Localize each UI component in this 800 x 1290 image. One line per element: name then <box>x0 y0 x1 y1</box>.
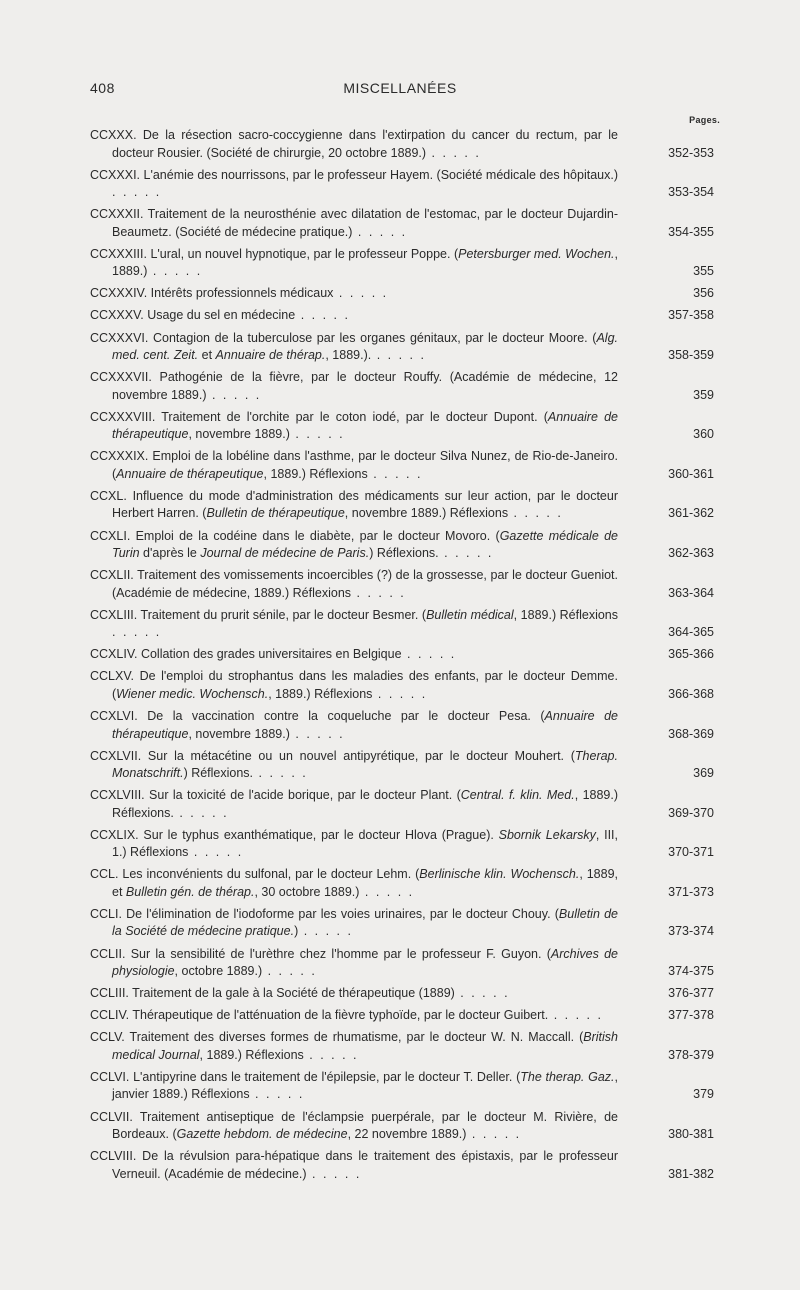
entry-source-italic: Alg. med. cent. Zeit. <box>112 330 618 363</box>
entry-text-segment: CCXXXV. Usage du sel en médecine <box>90 308 296 323</box>
entry-text <box>90 867 618 899</box>
toc-entry <box>90 906 714 941</box>
entry-source-italic: Archives de physiologie <box>112 946 618 979</box>
entry-text-segment: , 1889.) Réflexions <box>199 1047 304 1062</box>
entry-text <box>90 907 618 939</box>
leader-dots: . . . . . <box>371 348 426 363</box>
toc-entry <box>90 167 714 202</box>
entry-pages: 354-355 <box>668 224 714 239</box>
entry-text-segment: , janvier 1889.) Réflexions <box>112 1069 618 1102</box>
entry-pages: 369 <box>693 766 714 781</box>
entry-text-segment: ) <box>294 924 299 939</box>
entry-pages: 352-353 <box>668 145 714 160</box>
leader-dots: . . . . . <box>548 1008 603 1023</box>
toc-entry <box>90 1029 714 1064</box>
toc-entry <box>90 946 714 981</box>
entry-pages: 363-364 <box>668 585 714 600</box>
entry-pages: 356 <box>693 286 714 301</box>
entry-text <box>90 669 618 701</box>
entry-text <box>90 608 618 622</box>
entry-pages: 361-362 <box>668 506 714 521</box>
toc-entry <box>90 1007 714 1025</box>
entry-text-segment: CCXXXVIII. Traitement de l'orchite par le coton iodé, par le docteur Dupont. ( <box>90 409 548 424</box>
entry-source-italic: Gazette hebdom. de médecine <box>176 1127 348 1142</box>
toc-entry <box>90 330 714 365</box>
toc-entry <box>90 285 714 303</box>
toc-entry <box>90 448 714 483</box>
entry-pages: 369-370 <box>668 805 714 820</box>
entry-text-segment: CCXXXIV. Intérêts professionnels médicaux <box>90 286 334 301</box>
entry-text <box>90 947 618 979</box>
entry-pages: 366-368 <box>668 686 714 701</box>
entry-text <box>90 449 618 481</box>
entry-text-segment: , 1889.) Réflexions <box>268 686 373 701</box>
leader-dots: . . . . . <box>295 308 350 323</box>
entry-text <box>90 709 618 741</box>
entry-text <box>90 308 295 322</box>
leader-dots: . . . . . <box>112 625 162 640</box>
entry-source-italic: Central. f. klin. Med. <box>460 788 575 803</box>
entry-pages: 376-377 <box>668 986 714 1001</box>
entry-text <box>90 370 618 402</box>
entry-text-segment: , 22 novembre 1889.) <box>347 1127 467 1142</box>
entry-source-italic: Annuaire de thérapeutique <box>112 409 618 442</box>
toc-entry <box>90 787 714 822</box>
entry-text-segment: CCXLI. Emploi de la codéine dans le diabète, par le docteur Movoro. ( <box>90 528 500 543</box>
entry-text-segment: CCXLVI. De la vaccination contre la coqueluche par le docteur Pesa. ( <box>90 709 545 723</box>
leader-dots: . . . . . <box>188 845 244 860</box>
entry-pages: 360-361 <box>668 466 714 481</box>
entry-text <box>90 168 618 182</box>
entry-text <box>90 1070 618 1102</box>
entry-text-segment: et <box>198 348 216 363</box>
entry-text-segment: CCLVI. L'antipyrine dans le traitement de l'épilepsie, par le docteur T. Deller. ( <box>90 1069 521 1084</box>
toc-entry <box>90 369 714 404</box>
entry-text-segment: CCLI. De l'élimination de l'iodoforme par les voies urinaires, par le docteur Chouy. ( <box>90 906 559 921</box>
entry-text <box>90 788 618 820</box>
entry-pages: 353-354 <box>668 185 714 200</box>
toc-entry <box>90 127 714 162</box>
entry-pages: 373-374 <box>668 924 714 939</box>
entry-pages: 371-373 <box>668 884 714 899</box>
entry-text <box>90 1008 548 1022</box>
leader-dots: . . . . . <box>306 1166 362 1181</box>
entry-text-segment: , 1889, et <box>112 867 618 899</box>
entry-pages: 370-371 <box>668 845 714 860</box>
entry-source-italic: Wiener medic. Wochensch. <box>116 686 269 701</box>
leader-dots: . . . . . <box>372 686 428 701</box>
leader-dots: . . . . . <box>303 1047 359 1062</box>
entry-text-segment: CCXLIII. Traitement du prurit sénile, par le docteur Besmer. ( <box>90 607 427 622</box>
entry-text-segment: CCXL. Influence du mode d'administration des médicaments sur leur action, par le docteur Herbert Harren. ( <box>90 488 618 521</box>
entry-text-segment: CCXLVII. Sur la métacétine ou un nouvel antipyrétique, par le docteur Mouhert. ( <box>90 748 575 763</box>
leader-dots: . . . . . <box>466 1127 522 1142</box>
entry-pages: 355 <box>693 264 714 279</box>
leader-dots: . . . . . <box>426 145 481 160</box>
entry-source-italic: Gazette médicale de Turin <box>112 528 618 561</box>
entry-text-segment: CCXXXVII. Pathogénie de la fièvre, par le docteur Rouffy. (Académie de médecine, 12 novembre 1889.) <box>90 370 618 402</box>
entry-text-segment: CCXLIX. Sur le typhus exanthématique, par le docteur Hlova (Prague). <box>90 827 499 842</box>
entry-text-segment: , 1889.) Réflexions <box>513 607 619 622</box>
entry-text-segment: , 30 octobre 1889.) <box>254 884 360 899</box>
entry-source-italic: British medical Journal <box>112 1030 618 1062</box>
toc-entry <box>90 567 714 602</box>
entry-text-segment: CCXLIV. Collation des grades universitaires en Belgique <box>90 647 402 662</box>
entry-text-segment: CCL. Les inconvénients du sulfonal, par le docteur Lehm. ( <box>90 867 420 882</box>
entry-text-segment: CCLXV. De l'emploi du strophantus dans les maladies des enfants, par le docteur Demme. ( <box>90 669 618 701</box>
leader-dots: . . . . . <box>253 766 308 781</box>
entry-text-segment: d'après le <box>139 546 201 561</box>
entry-source-italic: Sbornik Lekarsky <box>498 827 596 842</box>
entry-pages: 358-359 <box>668 348 714 363</box>
entry-text-segment: , 1889.) <box>112 246 618 279</box>
entry-text-segment: , 1889.) Réflexions <box>263 466 368 481</box>
entry-pages: 362-363 <box>668 546 714 561</box>
toc-entry <box>90 488 714 523</box>
entry-text <box>90 1110 618 1142</box>
entry-pages: 378-379 <box>668 1047 714 1062</box>
entry-source-italic: Journal de médecine de Paris. <box>200 546 370 561</box>
entry-text-segment: , novembre 1889.) <box>188 427 290 442</box>
entry-text-segment: CCLII. Sur la sensibilité de l'urèthre chez l'homme par le professeur F. Guyon. ( <box>90 946 551 961</box>
entry-text-segment: CCXXXVI. Contagion de la tuberculose par les organes génitaux, par le docteur Moore. ( <box>90 330 597 345</box>
page-number: 408 <box>90 80 115 96</box>
entry-text-segment: ) Réflexions. <box>369 546 439 561</box>
toc-entry <box>90 1109 714 1144</box>
entry-text <box>90 529 618 561</box>
leader-dots: . . . . . <box>333 286 389 301</box>
entry-text-segment: , octobre 1889.) <box>174 964 263 979</box>
entry-text-segment: CCXXXIX. Emploi de la lobéline dans l'asthme, par le docteur Silva Nunez, de Rio-de-Janeiro. ( <box>90 449 618 481</box>
entry-source-italic: Bulletin médical <box>426 607 514 622</box>
toc-entry <box>90 866 714 901</box>
toc-entry <box>90 646 714 664</box>
toc-entry <box>90 528 714 563</box>
entry-text-segment: CCXXXII. Traitement de la neurosthénie avec dilatation de l'estomac, par le docteur Dujardin-Beaumetz. (Société de médecine pratique.) <box>90 207 618 239</box>
entry-text-segment: CCXLVIII. Sur la toxicité de l'acide borique, par le docteur Plant. ( <box>90 788 461 803</box>
entry-text <box>90 986 455 1000</box>
entry-source-italic: Annuaire de thérapeutique <box>112 709 618 741</box>
leader-dots: . . . . . <box>289 427 345 442</box>
entry-source-italic: Bulletin de la Société de médecine pratique. <box>112 906 618 939</box>
entry-pages: 368-369 <box>668 726 714 741</box>
entry-pages: 381-382 <box>668 1166 714 1181</box>
entry-text-segment: , novembre 1889.) Réflexions <box>344 506 509 521</box>
entry-text <box>90 749 618 781</box>
leader-dots: . . . . . <box>508 506 563 521</box>
entry-pages: 374-375 <box>668 964 714 979</box>
toc-entry <box>90 668 714 703</box>
entry-text-segment: CCLIII. Traitement de la gale à la Société de thérapeutique (1889) <box>90 986 455 1001</box>
entry-pages: 365-366 <box>668 647 714 662</box>
leader-dots: . . . . . <box>454 986 510 1001</box>
entry-text <box>90 828 618 860</box>
entry-text <box>90 128 618 160</box>
leader-dots: . . . . . <box>173 805 229 820</box>
entry-pages: 380-381 <box>668 1127 714 1142</box>
toc-entry <box>90 307 714 325</box>
leader-dots: . . . . . <box>367 466 423 481</box>
leader-dots: . . . . . <box>298 924 353 939</box>
leader-dots: . . . . . <box>289 726 345 741</box>
table-of-contents <box>90 127 714 1188</box>
toc-entry <box>90 985 714 1003</box>
entry-text-segment: CCLIV. Thérapeutique de l'atténuation de la fièvre typhoïde, par le docteur Guibert. <box>90 1008 549 1023</box>
leader-dots: . . . . . <box>401 647 457 662</box>
entry-text-segment: ) Réflexions. <box>183 766 254 781</box>
leader-dots: . . . . . <box>249 1087 305 1102</box>
leader-dots: . . . . . <box>147 264 203 279</box>
entry-source-italic: Bulletin gén. de thérap. <box>125 884 255 899</box>
entry-source-italic: Berlinische klin. Wochensch. <box>419 867 580 882</box>
entry-text <box>90 286 333 300</box>
entry-text-segment: CCLV. Traitement des diverses formes de rhumatisme, par le docteur W. N. Maccall. ( <box>90 1030 584 1045</box>
entry-text-segment: CCLVII. Traitement antiseptique de l'éclampsie puerpérale, par le docteur M. Rivière, de Bordeaux. ( <box>90 1109 618 1142</box>
entry-text-segment: , III, 1.) Réflexions <box>112 827 618 860</box>
entry-text-segment: , novembre 1889.) <box>188 726 290 741</box>
entry-pages: 357-358 <box>668 308 714 323</box>
entry-source-italic: The therap. Gaz. <box>520 1069 615 1084</box>
leader-dots: . . . . . <box>112 185 162 200</box>
pages-column-label: Pages. <box>689 115 720 125</box>
entry-source-italic: Annuaire de thérap. <box>215 348 326 363</box>
entry-text-segment: CCLVIII. De la révulsion para-hépatique dans le traitement des épistaxis, par le professeur Verneuil. (Académie de médecine.) <box>90 1149 618 1181</box>
entry-source-italic: Annuaire de thérapeutique <box>116 466 264 481</box>
entry-text-segment: , 1889.). <box>325 348 372 363</box>
leader-dots: . . . . . <box>352 224 408 239</box>
leader-dots: . . . . . <box>359 884 415 899</box>
entry-pages: 364-365 <box>668 625 714 640</box>
entry-pages: 360 <box>693 427 714 442</box>
entry-text-segment: CCXXXI. L'anémie des nourrissons, par le professeur Hayem. (Société médicale des hôpitaux.) <box>90 167 618 182</box>
entry-text <box>90 410 618 442</box>
toc-entry <box>90 206 714 241</box>
entry-source-italic: Bulletin de thérapeutique <box>206 506 345 521</box>
toc-entry <box>90 708 714 743</box>
entry-text-segment: , 1889.) Réflexions. <box>112 788 619 820</box>
entry-text-segment: CCXXX. De la résection sacro-coccygienne dans l'extirpation du cancer du rectum, par le docteur Rousier. (Société de chirurgie, 20 octobre 1889.) <box>90 128 618 160</box>
entry-text <box>90 331 618 363</box>
leader-dots: . . . . . <box>351 585 406 600</box>
toc-entry <box>90 748 714 783</box>
page-header <box>90 80 710 102</box>
entry-source-italic: Petersburger med. Wochen. <box>458 246 615 261</box>
entry-text <box>90 647 402 661</box>
toc-entry <box>90 1069 714 1104</box>
toc-entry <box>90 246 714 281</box>
running-title: MISCELLANÉES <box>343 80 457 96</box>
leader-dots: . . . . . <box>262 964 317 979</box>
leader-dots: . . . . . <box>206 387 262 402</box>
entry-text-segment: CCXLII. Traitement des vomissements incoercibles (?) de la grossesse, par le docteur Gueniot. (Académie de médecine, 1889.) Réflexions <box>90 568 618 600</box>
entry-pages: 379 <box>693 1087 714 1102</box>
entry-pages: 377-378 <box>668 1008 714 1023</box>
entry-text-segment: CCXXXIII. L'ural, un nouvel hypnotique, par le professeur Poppe. ( <box>90 246 459 261</box>
toc-entry <box>90 607 714 642</box>
toc-entry <box>90 1148 714 1183</box>
entry-source-italic: Therap. Monatschrift. <box>112 748 618 781</box>
toc-entry <box>90 409 714 444</box>
leader-dots: . . . . . <box>438 546 494 561</box>
entry-pages: 359 <box>693 387 714 402</box>
toc-entry <box>90 827 714 862</box>
